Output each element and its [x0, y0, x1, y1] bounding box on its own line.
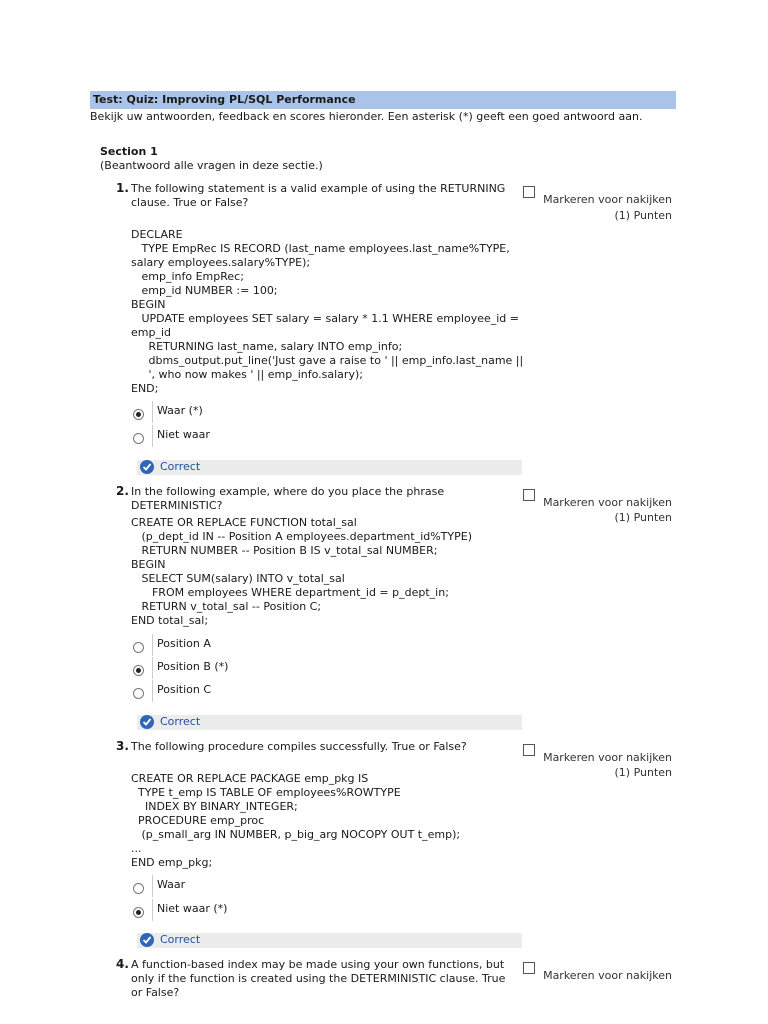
correct-label: Correct — [160, 933, 201, 946]
question-number: 2. — [116, 484, 129, 498]
question-code: DECLARE TYPE EmpRec IS RECORD (last_name employees.last_name%TYPE, salary employees.salary%TYPE); emp_info EmpRec; emp_id NUMBER := 100; BEGIN UPDATE employees SET salary = salary * 1.1 WHERE employee_id = emp_id RETURNING last_name, salary INTO emp_info; dbms_output.put_line('Just gave a raise to ' || emp_info.last_name || ', who now makes ' || emp_info.salary); END; — [131, 228, 524, 395]
option-label: Waar (*) — [157, 404, 203, 417]
option-divider — [152, 680, 153, 702]
correct-label: Correct — [160, 460, 201, 473]
question-text: The following statement is a valid example of using the RETURNING clause. True or False? — [131, 182, 506, 209]
check-icon — [140, 933, 154, 947]
option-label: Position B (*) — [157, 660, 229, 673]
question-number: 4. — [116, 957, 129, 971]
option-radio[interactable] — [133, 409, 144, 420]
points-label: (1) Punten — [614, 766, 672, 779]
option-radio[interactable] — [133, 883, 144, 894]
option-divider — [152, 634, 153, 656]
check-icon — [140, 715, 154, 729]
mark-for-review-label: Markeren voor nakijken — [543, 751, 672, 764]
question-code: CREATE OR REPLACE PACKAGE emp_pkg IS TYPE t_emp IS TABLE OF employees%ROWTYPE INDEX BY BINARY_INTEGER; PROCEDURE emp_proc (p_small_arg IN NUMBER, p_big_arg NOCOPY OUT t_emp); ... END emp_pkg; — [131, 772, 461, 869]
option-divider — [152, 401, 153, 423]
page-title: Test: Quiz: Improving PL/SQL Performance — [93, 93, 356, 106]
option-divider — [152, 875, 153, 897]
option-label: Niet waar (*) — [157, 902, 228, 915]
correct-label: Correct — [160, 715, 201, 728]
points-label: (1) Punten — [614, 209, 672, 222]
option-radio[interactable] — [133, 907, 144, 918]
option-label: Position C — [157, 683, 212, 696]
question-code: CREATE OR REPLACE FUNCTION total_sal (p_dept_id IN -- Position A employees.department_id%TYPE) RETURN NUMBER -- Position B IS v_total_sal NUMBER; BEGIN SELECT SUM(salary) INTO v_total_sal FROM employees WHERE department_id = p_dept_in; RETURN v_total_sal -- Position C; END total_sal; — [131, 516, 472, 627]
points-label: (1) Punten — [614, 511, 672, 524]
mark-for-review-checkbox[interactable] — [523, 744, 535, 756]
intro-text: Bekijk uw antwoorden, feedback en scores hieronder. Een asterisk (*) geeft een goed antwoord aan. — [90, 110, 643, 123]
section-subtitle: (Beantwoord alle vragen in deze sectie.) — [100, 159, 323, 172]
question-text: The following procedure compiles successfully. True or False? — [131, 740, 467, 753]
option-radio[interactable] — [133, 665, 144, 676]
mark-for-review-label: Markeren voor nakijken — [543, 969, 672, 982]
option-label: Niet waar — [157, 428, 210, 441]
mark-for-review-label: Markeren voor nakijken — [543, 193, 672, 206]
option-divider — [152, 899, 153, 921]
option-radio[interactable] — [133, 433, 144, 444]
mark-for-review-checkbox[interactable] — [523, 962, 535, 974]
question-text: A function-based index may be made using your own functions, but only if the function is created using the DETERMINISTIC clause. True or False? — [131, 958, 506, 999]
mark-for-review-checkbox[interactable] — [523, 489, 535, 501]
option-radio[interactable] — [133, 642, 144, 653]
section-title: Section 1 — [100, 145, 158, 158]
check-icon — [140, 460, 154, 474]
option-label: Waar — [157, 878, 186, 891]
option-label: Position A — [157, 637, 211, 650]
question-number: 1. — [116, 181, 129, 195]
option-radio[interactable] — [133, 688, 144, 699]
mark-for-review-label: Markeren voor nakijken — [543, 496, 672, 509]
question-text: In the following example, where do you place the phrase DETERMINISTIC? — [131, 485, 445, 512]
option-divider — [152, 425, 153, 447]
mark-for-review-checkbox[interactable] — [523, 186, 535, 198]
option-divider — [152, 657, 153, 679]
question-number: 3. — [116, 739, 129, 753]
